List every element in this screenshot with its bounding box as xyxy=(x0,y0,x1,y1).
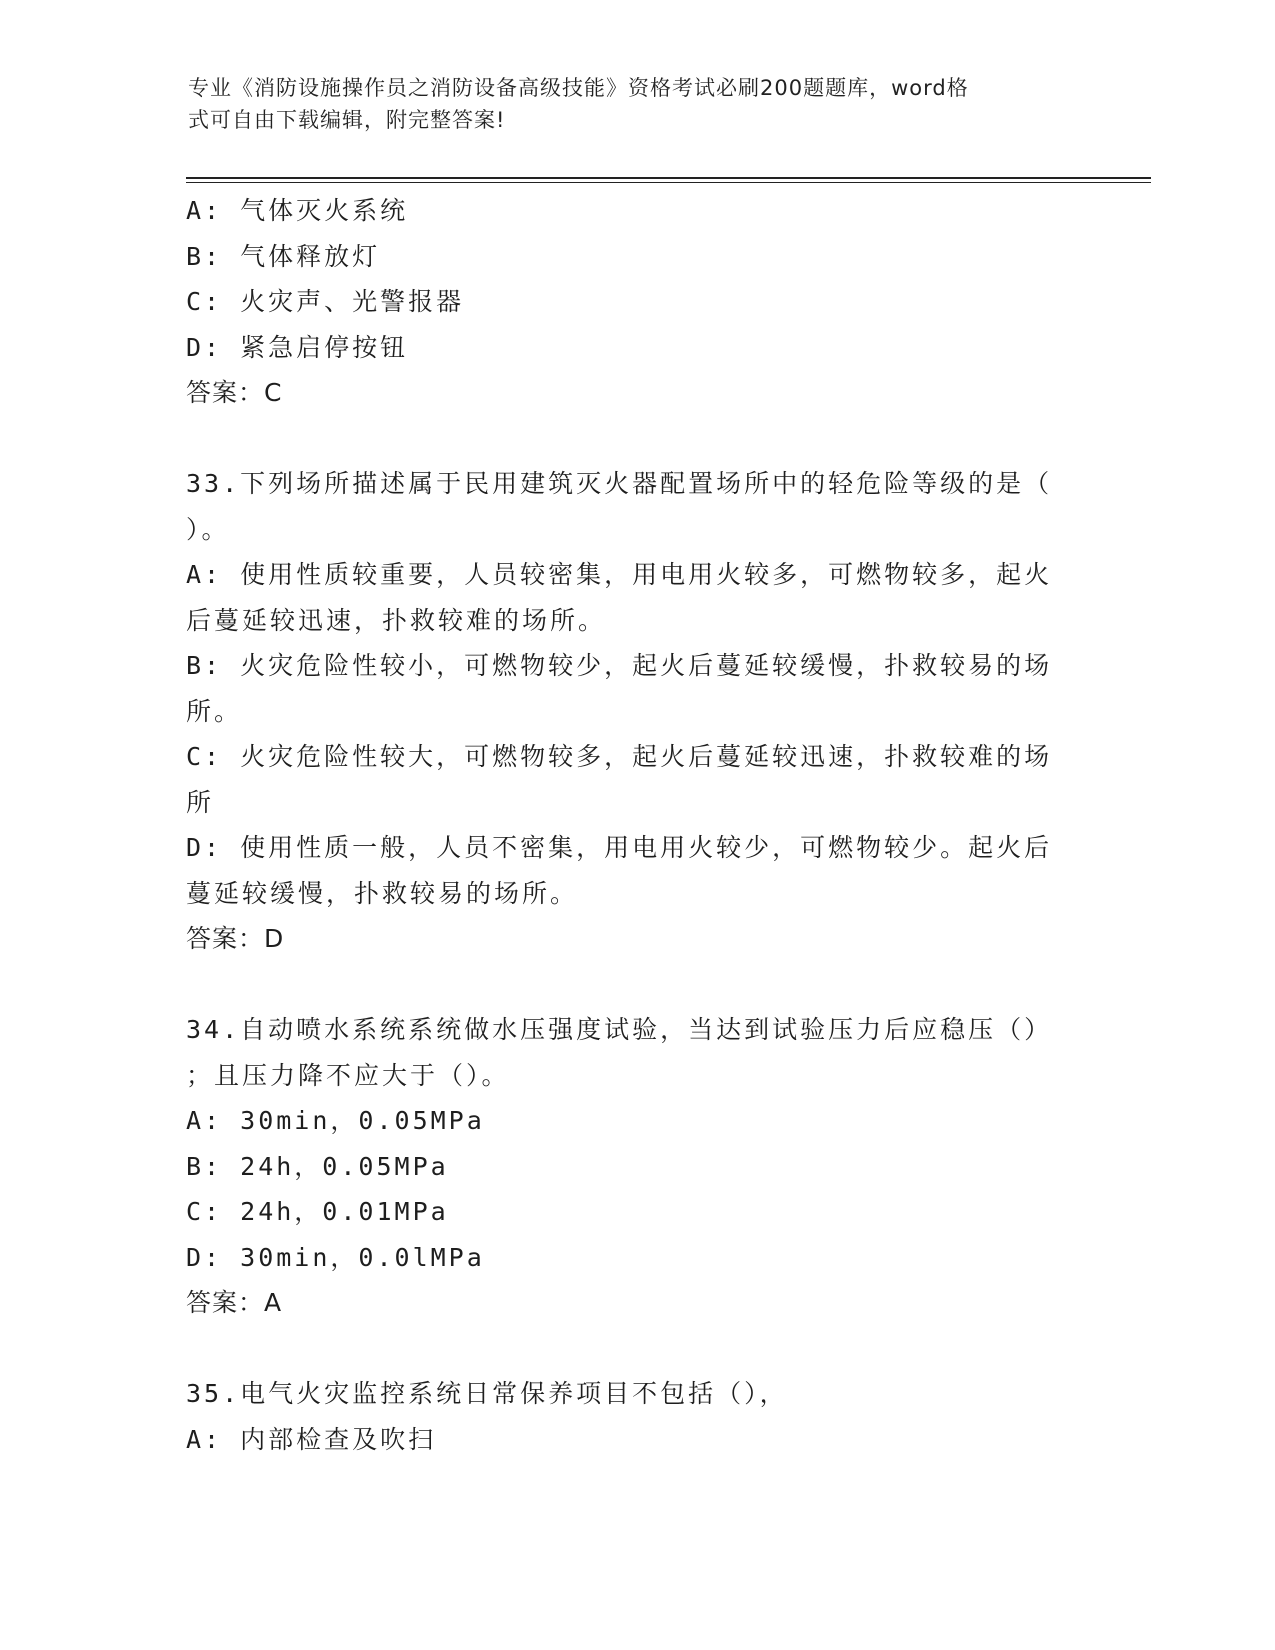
q33-option-d-line-2: 蔓延较缓慢，扑救较易的场所。 xyxy=(186,878,579,908)
q32-answer: 答案：C xyxy=(186,378,283,407)
q33-answer: 答案：D xyxy=(186,924,285,953)
q33-stem-line-2: ）。 xyxy=(186,514,230,544)
header-divider-thick xyxy=(186,177,1151,179)
header-divider-thin xyxy=(186,182,1151,183)
q32-option-c: C: 火灾声、光警报器 xyxy=(186,287,465,316)
q34-option-d: D: 30min，0.0lMPa xyxy=(186,1242,485,1272)
q34-stem-line-1: 34.自动喷水系统系统做水压强度试验，当达到试验压力后应稳压（） xyxy=(186,1015,1053,1044)
q33-option-c-line-2: 所 xyxy=(186,787,215,817)
q34-stem-line-2: ；且压力降不应大于（）。 xyxy=(186,1060,510,1090)
spacer xyxy=(186,1326,1086,1372)
question-34-block xyxy=(186,1007,1086,1326)
q33-option-a-line-1: A: 使用性质较重要，人员较密集，用电用火较多，可燃物较多，起火 xyxy=(186,560,1053,589)
header-line-2: 式可自由下载编辑，附完整答案! xyxy=(188,108,506,132)
document-header xyxy=(188,72,1068,136)
question-32-block xyxy=(186,188,1086,416)
q33-option-a-line-2: 后蔓延较迅速，扑救较难的场所。 xyxy=(186,605,607,635)
header-line-1: 专业《消防设施操作员之消防设备高级技能》资格考试必刷200题题库，word格 xyxy=(188,76,969,100)
q32-option-d: D: 紧急启停按钮 xyxy=(186,332,409,362)
q35-stem-line-1: 35.电气火灾监控系统日常保养项目不包括（）， xyxy=(186,1379,788,1408)
q33-option-b-line-2: 所。 xyxy=(186,696,243,726)
q33-option-b-line-1: B: 火灾危险性较小，可燃物较少，起火后蔓延较缓慢，扑救较易的场 xyxy=(186,651,1053,680)
spacer xyxy=(186,962,1086,1008)
q35-option-a: A: 内部检查及吹扫 xyxy=(186,1424,437,1454)
q34-option-c: C: 24h，0.01MPa xyxy=(186,1197,449,1226)
q32-option-a: A: 气体灭火系统 xyxy=(186,196,409,225)
q34-option-b: B: 24h，0.05MPa xyxy=(186,1151,449,1181)
q34-answer: 答案：A xyxy=(186,1288,283,1317)
question-33-block xyxy=(186,461,1086,962)
q33-stem-line-1: 33.下列场所描述属于民用建筑灭火器配置场所中的轻危险等级的是（ xyxy=(186,469,1053,498)
spacer xyxy=(186,416,1086,462)
q33-option-c-line-1: C: 火灾危险性较大，可燃物较多，起火后蔓延较迅速，扑救较难的场 xyxy=(186,742,1053,771)
question-35-block xyxy=(186,1371,1086,1462)
q33-option-d-line-1: D: 使用性质一般，人员不密集，用电用火较少，可燃物较少。起火后 xyxy=(186,833,1053,862)
q32-option-b: B: 气体释放灯 xyxy=(186,241,381,271)
q34-option-a: A: 30min，0.05MPa xyxy=(186,1106,485,1135)
question-list xyxy=(186,188,1086,1462)
